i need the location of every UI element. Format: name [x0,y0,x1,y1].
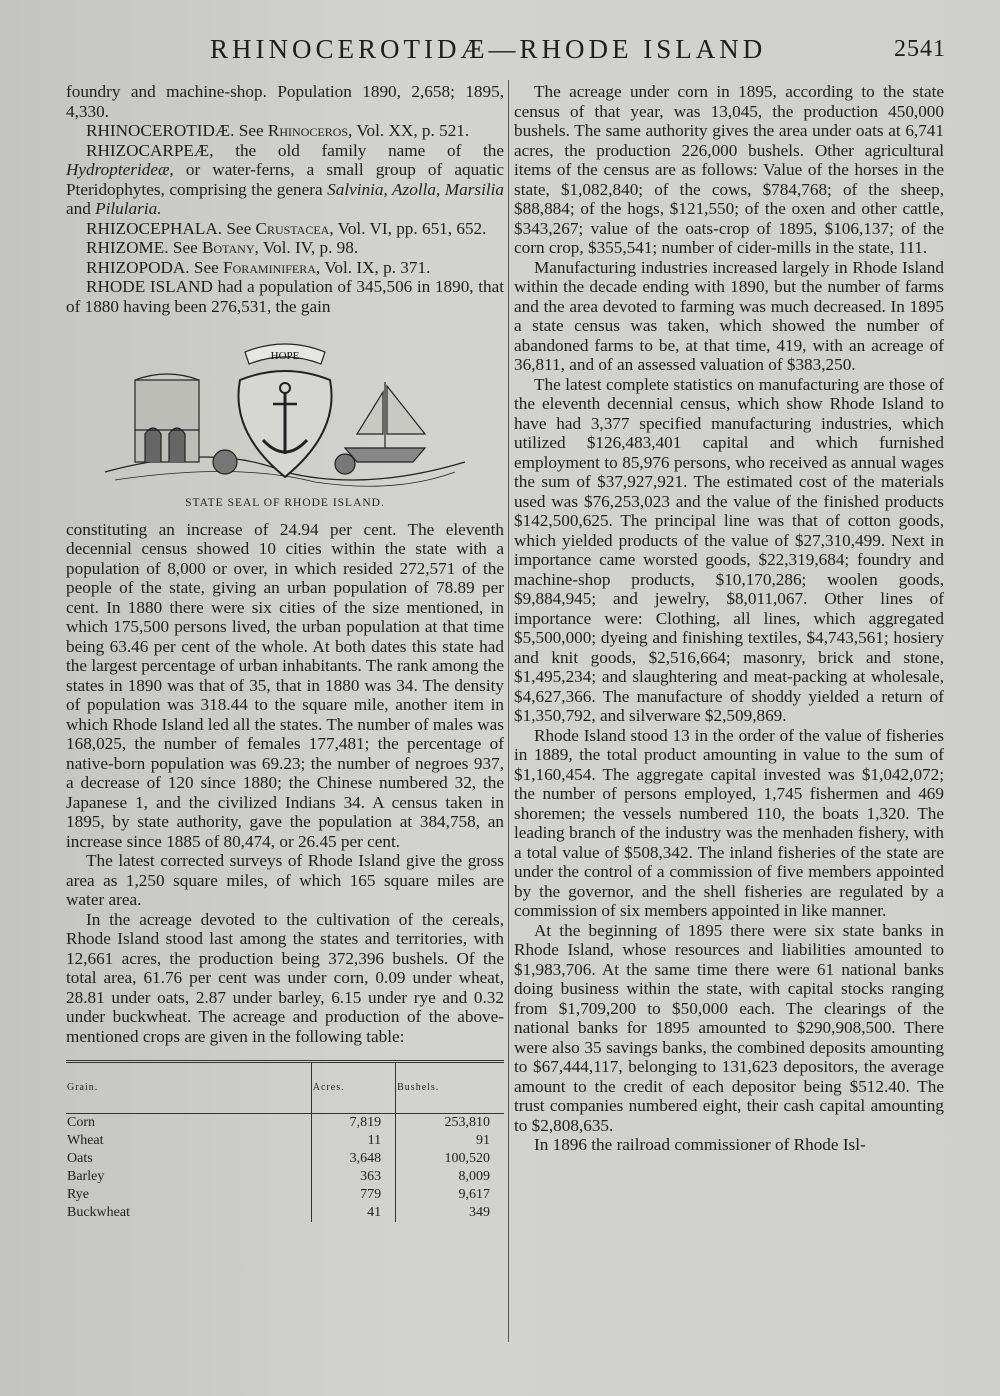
paragraph-fisheries: Rhode Island stood 13 in the order of the value of fisheries in 1889, the total product amounting in value to the sum of $1,160,454. The aggregate capital invested was $1,042,072; the number of persons employed, 1,745 fishermen and 469 shoremen; the vessels numbered 110, the boats 1,320. The leading branch of the industry was the menhaden fishery, with a total value of $508,342. The inland fisheries of the state are under the control of a commission of five members appointed by the governor, and the shell fisheries are regulated by a commission of six members appointed in like manner. [514,725,944,920]
page-number: 2541 [894,36,946,62]
table-row: Buckwheat 41 349 [66,1204,504,1222]
right-column [514,82,944,1155]
paragraph-corn: The acreage under corn in 1895, according to the state census of that year, was 13,045, the production 450,000 bushels. The same authority gives the area under oats at 6,741 acres, the production 226,000 bushels. Other agricultural items of the census are as follows: Value of the horses in the state, $1,082,840; of the cows, $784,768; of the sheep, $88,884; of the hogs, $121,550; of the oxen and other cattle, $343,267; value of the oats-crop of 1895, $106,137; of the corn crop, $355,541; number of cider-mills in the state, 111. [514,82,944,257]
paragraph-foundry: foundry and machine-shop. Population 1890, 2,658; 1895, 4,330. [66,82,504,121]
paragraph-statistics: The latest complete statistics on manufacturing are those of the eleventh decennial census, which show Rhode Island to have had 3,377 specified manufacturing industries, which utilized $126,483,401 capital and which furnished employment to 85,976 persons, who received as annual wages the sum of $37,927,921. The estimated cost of the materials used was $76,253,023 and the value of the finished products $142,500,625. The principal line was that of cotton goods, which yielded products of the value of $27,310,499. Next in importance came worsted goods, $22,319,684; foundry and machine-shop products, $10,170,286; woolen goods, $9,884,945; and jewelry, $8,011,067. Other lines of importance were: Clothing, all lines, which aggregated $5,500,000; dyeing and finishing textiles, $4,743,561; hosiery and knit goods, $2,516,664; masonry, brick and stone, $1,495,234; and slaughtering and meat-packing at wholesale, $4,627,366. The manufacture of shoddy yielded a return of $1,350,792, and silverware $2,509,869. [514,374,944,725]
entry-heading: RHIZOCEPHALA. [86,218,223,238]
paragraph-population: constituting an increase of 24.94 per cent. The eleventh decennial census showed 10 cities within the state with a population of 8,000 or over, in which resided 272,571 of the people of the state, giving an urban population of 78.89 per cent. In 1880 there were six cities of the size mentioned, in which 175,500 persons lived, the urban population at that time being 63.46 per cent of the whole. At both dates this state had the largest percentage of urban inhabitants. The rank among the states in 1890 was that of 35, that in 1880 was 34. The density of population was 318.44 to the square mile, another item in which Rhode Island led all the states. The number of males was 168,025, the number of females 177,481; the percentage of native-born population was 69.23; the number of negroes 937, a decrease of 120 since 1880; the Chinese numbered 32, the Japanese 1, and the civilized Indians 34. A census taken in 1895, by state authority, gave the population at 384,758, an increase since 1885 of 80,474, or 26.45 per cent. [66,519,504,851]
entry-rhizopoda: RHIZOPODA. See Foraminifera, Vol. IX, p. 371. [86,257,431,277]
entry-heading: RHIZOCARPEÆ, [86,140,214,160]
column-header-grain: Grain. [67,1082,99,1093]
entry-heading: RHODE ISLAND [86,277,213,296]
entry-rhizome: RHIZOME. See Botany, Vol. IV, p. 98. [86,238,359,257]
cross-reference: Rhinoceros, [267,121,353,140]
entry-rhode-island: RHODE ISLAND had a population of 345,506 in 1890, that of 1880 having been 276,531, the gain [66,277,505,316]
entry-rhinocerotidae: RHINOCEROTIDÆ. See Rhinoceros, Vol. XX, p. 521. [86,121,470,140]
entry-heading: RHIZOPODA. [86,257,190,277]
paragraph-manufacturing: Manufacturing industries increased largely in Rhode Island within the decade ending with 1890, but the number of farms and the area devoted to farming was much decreased. In 1895 a state census was taken, which showed the number of abandoned farms to be, at that time, 419, with an acreage of 36,811, and of an assessed valuation of $383,250. [514,257,944,374]
paragraph-railroad: In 1896 the railroad commissioner of Rhode Isl- [534,1135,866,1154]
column-divider [508,80,509,1342]
table-row: Corn 7,819 253,810 [66,1114,504,1133]
entry-rhizocarpeae: RHIZOCARPEÆ, the old family name of the Hydropterideæ, or water-ferns, a small group of aquatic Pteridophytes, comprising the genera Salvinia, Azolla, Marsilia and Pilularia. [66,140,505,218]
column-header-bushels: Bushels. [396,1062,504,1114]
paragraph-banks: At the beginning of 1895 there were six state banks in Rhode Island, whose resources and liabilities amounted to $1,983,706. At the same time there were 61 national banks doing business within the state, with capital stocks ranging from $1,709,200 to $50,000 each. The clearings of the national banks for 1895 amounted to $290,908,500. There were also 35 savings banks, the combined deposits amounting to $67,444,117, belonging to 131,623 depositors, the average amount to the credit of each depositor being $512.40. The trust companies numbered eight, their cash capital amounting to $2,808,635. [514,920,944,1135]
entry-rhizocephala: RHIZOCEPHALA. See Crustacea, Vol. VI, pp. 651, 652. [86,218,487,238]
state-seal-illustration [95,322,475,492]
cross-reference: Foraminifera, [223,257,321,277]
cross-reference: Crustacea, [255,218,334,238]
running-header: RHINOCEROTIDÆ—RHODE ISLAND [210,34,767,64]
seal-caption: STATE SEAL OF RHODE ISLAND. [185,497,385,509]
table-row: Rye 779 9,617 [66,1186,504,1204]
table-row: Barley 363 8,009 [66,1168,504,1186]
seal-motto: HOPE [270,350,300,362]
left-column [66,82,504,1222]
cross-reference: Botany, [202,238,259,257]
paragraph-acreage: In the acreage devoted to the cultivation of the cereals, Rhode Island stood last among the states and territories, with 12,661 acres, the production being 372,396 bushels. Of the total area, 61.76 per cent was under corn, 0.09 under wheat, 28.81 under oats, 2.87 under barley, 6.15 under rye and 0.32 under buckwheat. The acreage and production of the above-mentioned crops are given in the following table: [66,909,504,1046]
table-row: Wheat 11 91 [66,1132,504,1150]
entry-heading: RHIZOME. [86,238,169,257]
table-header-row [66,1062,504,1114]
column-header-acres: Acres. [311,1062,395,1114]
grain-table [66,1060,504,1222]
entry-heading: RHINOCEROTIDÆ. [86,121,235,140]
paragraph-surveys: The latest corrected surveys of Rhode Island give the gross area as 1,250 square miles, of which 165 square miles are water area. [66,851,504,909]
table-row: Oats 3,648 100,520 [66,1150,504,1168]
